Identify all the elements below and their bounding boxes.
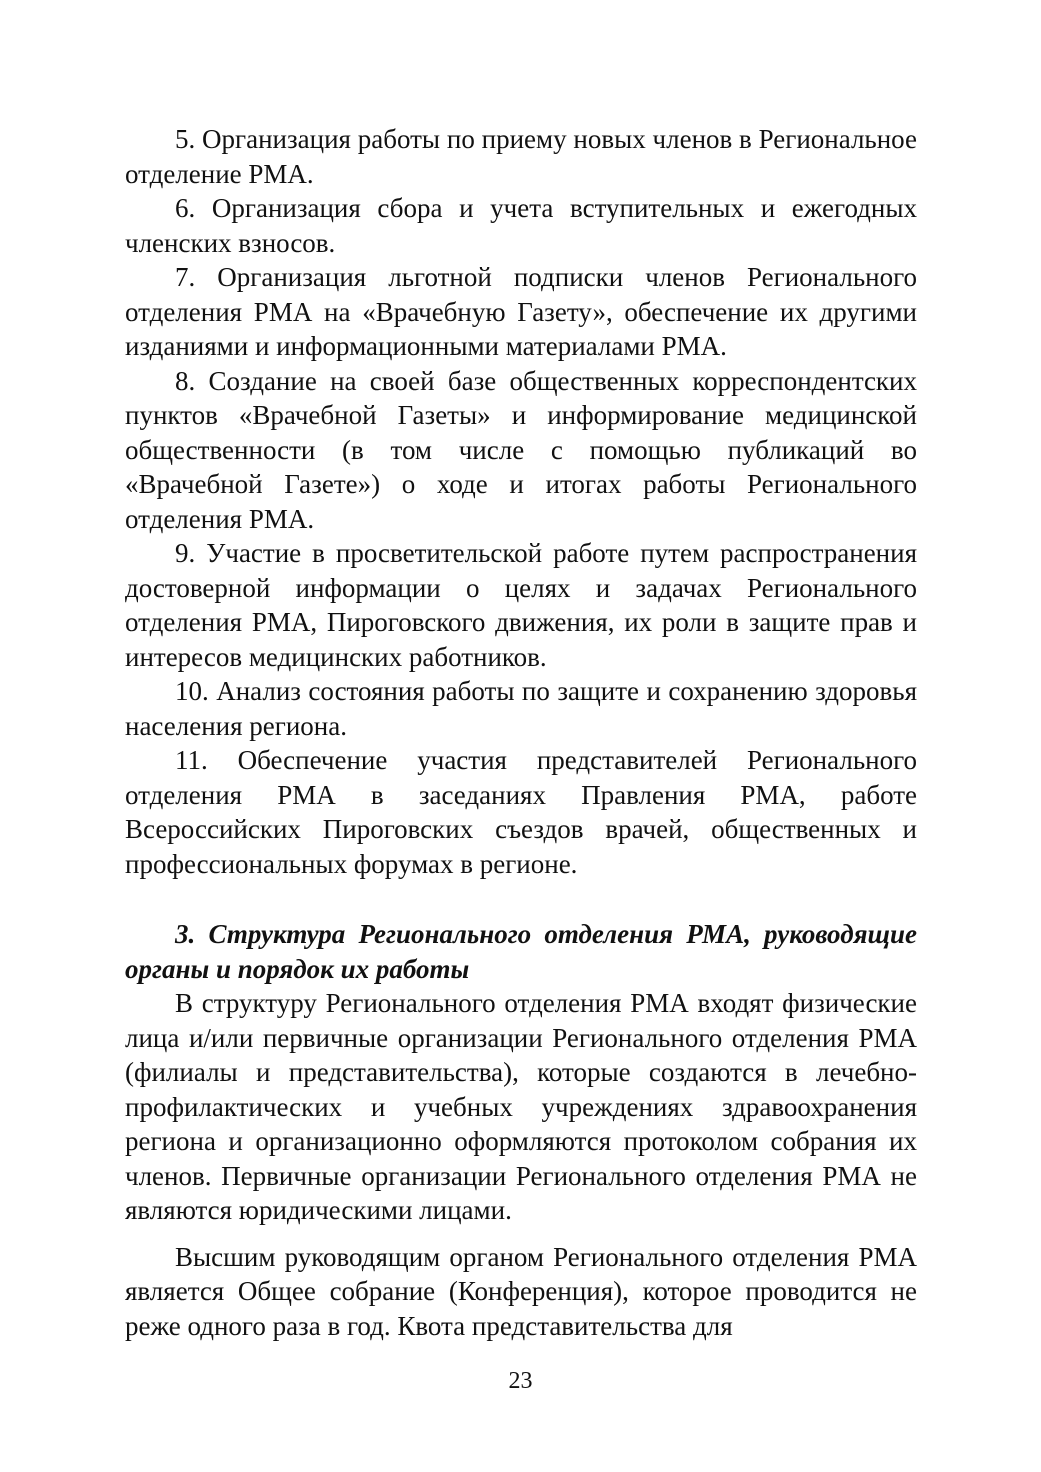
list-item: 7. Организация льготной подписки членов Регионального отделения РМА на «Врачебную Газету», обеспечение их другими изданиями и информационными материалами РМА.	[125, 262, 917, 361]
list-item: 5. Организация работы по приему новых членов в Региональное отделение РМА.	[125, 124, 917, 189]
body-paragraph: Высшим руководящим органом Регионального отделения РМА является Общее собрание (Конференция), которое проводится не реже одного раза в год. Квота представительства для	[125, 1241, 917, 1341]
list-item: 9. Участие в просветительской работе путем распространения достоверной информации о целях и задачах Регионального отделения РМА, Пироговского движения, их роли в защите прав и интересов медицинских работников.	[125, 538, 917, 672]
list-item: 8. Создание на своей базе общественных корреспондентских пунктов «Врачебной Газеты» и информирование медицинской общественности (в том числе с помощью публикаций во «Врачебной Газете») о ходе и итогах работы Регионального отделения РМА.	[125, 365, 917, 534]
list-item: 10. Анализ состояния работы по защите и сохранению здоровья населения региона.	[125, 676, 917, 741]
page-content	[125, 122, 917, 1343]
list-item: 6. Организация сбора и учета вступительных и ежегодных членских взносов.	[125, 193, 917, 258]
page-number: 23	[508, 1368, 533, 1394]
list-item: 11. Обеспечение участия представителей Регионального отделения РМА в заседаниях Правления РМА, работе Всероссийских Пироговских съездов врачей, общественных и профессиональных форумах в регионе.	[125, 745, 917, 879]
body-paragraph: В структуру Регионального отделения РМА входят физические лица и/или первичные организации Регионального отделения РМА (филиалы и представительства), которые создаются в лечебно-профилактических и учебных учреждениях здравоохранения региона и организационно оформляются протоколом собрания их членов. Первичные организации Регионального отделения РМА не являются юридическими лицами.	[125, 988, 917, 1225]
section-heading: 3. Структура Регионального отделения РМА, руководящие органы и порядок их работы	[125, 919, 917, 984]
